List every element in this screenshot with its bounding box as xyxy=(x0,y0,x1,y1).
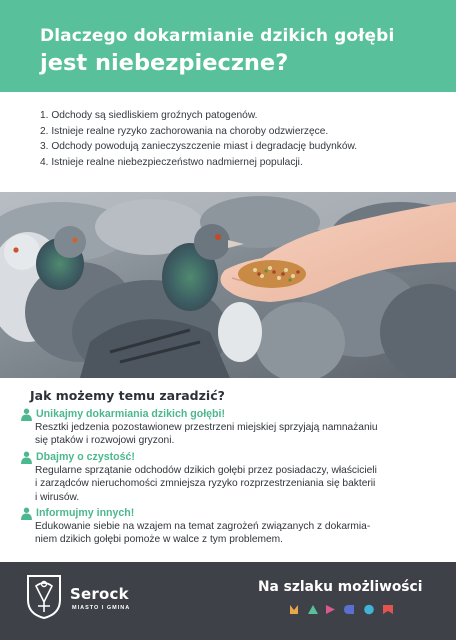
reason-item: 2. Istnieje realne ryzyko zachorowania na choroby odzwierzęce. xyxy=(40,125,329,137)
reason-item: 3. Odchody powodują zanieczyszczenie miast i degradację budynków. xyxy=(40,141,358,153)
tip-heading: Dbajmy o czystość! xyxy=(36,451,135,463)
tip-body: Edukowanie siebie na wzajem na temat zagrożeń związanych z dokarmia- niem dzikich gołębi pomoże w walce z tym problemem. xyxy=(35,521,371,546)
tip-heading: Unikajmy dokarmiania dzikich gołębi! xyxy=(36,408,225,420)
footer xyxy=(0,562,456,640)
tip-inform-others xyxy=(20,506,440,547)
brand-shapes-icon xyxy=(288,603,404,615)
tip-body: Regularne sprzątanie odchodów dzikich gołębi przez posiadaczy, właścicieli i zarządców nieruchomości zmniejsza ryzyko rozprzestrzeniania się bakterii i wirusów. xyxy=(35,465,377,503)
pigeons-photo xyxy=(0,192,456,378)
title-line-1: Dlaczego dokarmianie dzikich gołębi xyxy=(40,26,395,46)
reasons-list xyxy=(40,108,440,171)
coat-of-arms-icon xyxy=(24,572,64,620)
person-icon xyxy=(20,408,33,421)
brand-subtitle: MIASTO I GMINA xyxy=(72,605,131,611)
slogan: Na szlaku możliwości xyxy=(258,579,423,595)
pigeons-hand-illustration xyxy=(0,192,456,378)
brand-name: Serock xyxy=(70,585,129,603)
tip-body: Resztki jedzenia pozostawionew przestrzeni miejskiej sprzyjają namnażaniu się ptaków i rozwojowi gryzoni. xyxy=(35,422,378,447)
help-section xyxy=(0,378,456,562)
person-icon xyxy=(20,507,33,520)
reason-item: 1. Odchody są siedliskiem groźnych patogenów. xyxy=(40,110,258,121)
reason-item: 4. Istnieje realne niebezpieczeństwo nadmiernej populacji. xyxy=(40,157,303,169)
tip-no-feeding xyxy=(20,407,440,448)
tip-heading: Informujmy innych! xyxy=(36,507,135,519)
poster-header xyxy=(0,0,456,92)
help-title: Jak możemy temu zaradzić? xyxy=(30,388,225,403)
person-icon xyxy=(20,451,33,464)
title-line-2: jest niebezpieczne? xyxy=(40,50,289,76)
tip-cleanliness xyxy=(20,450,440,504)
